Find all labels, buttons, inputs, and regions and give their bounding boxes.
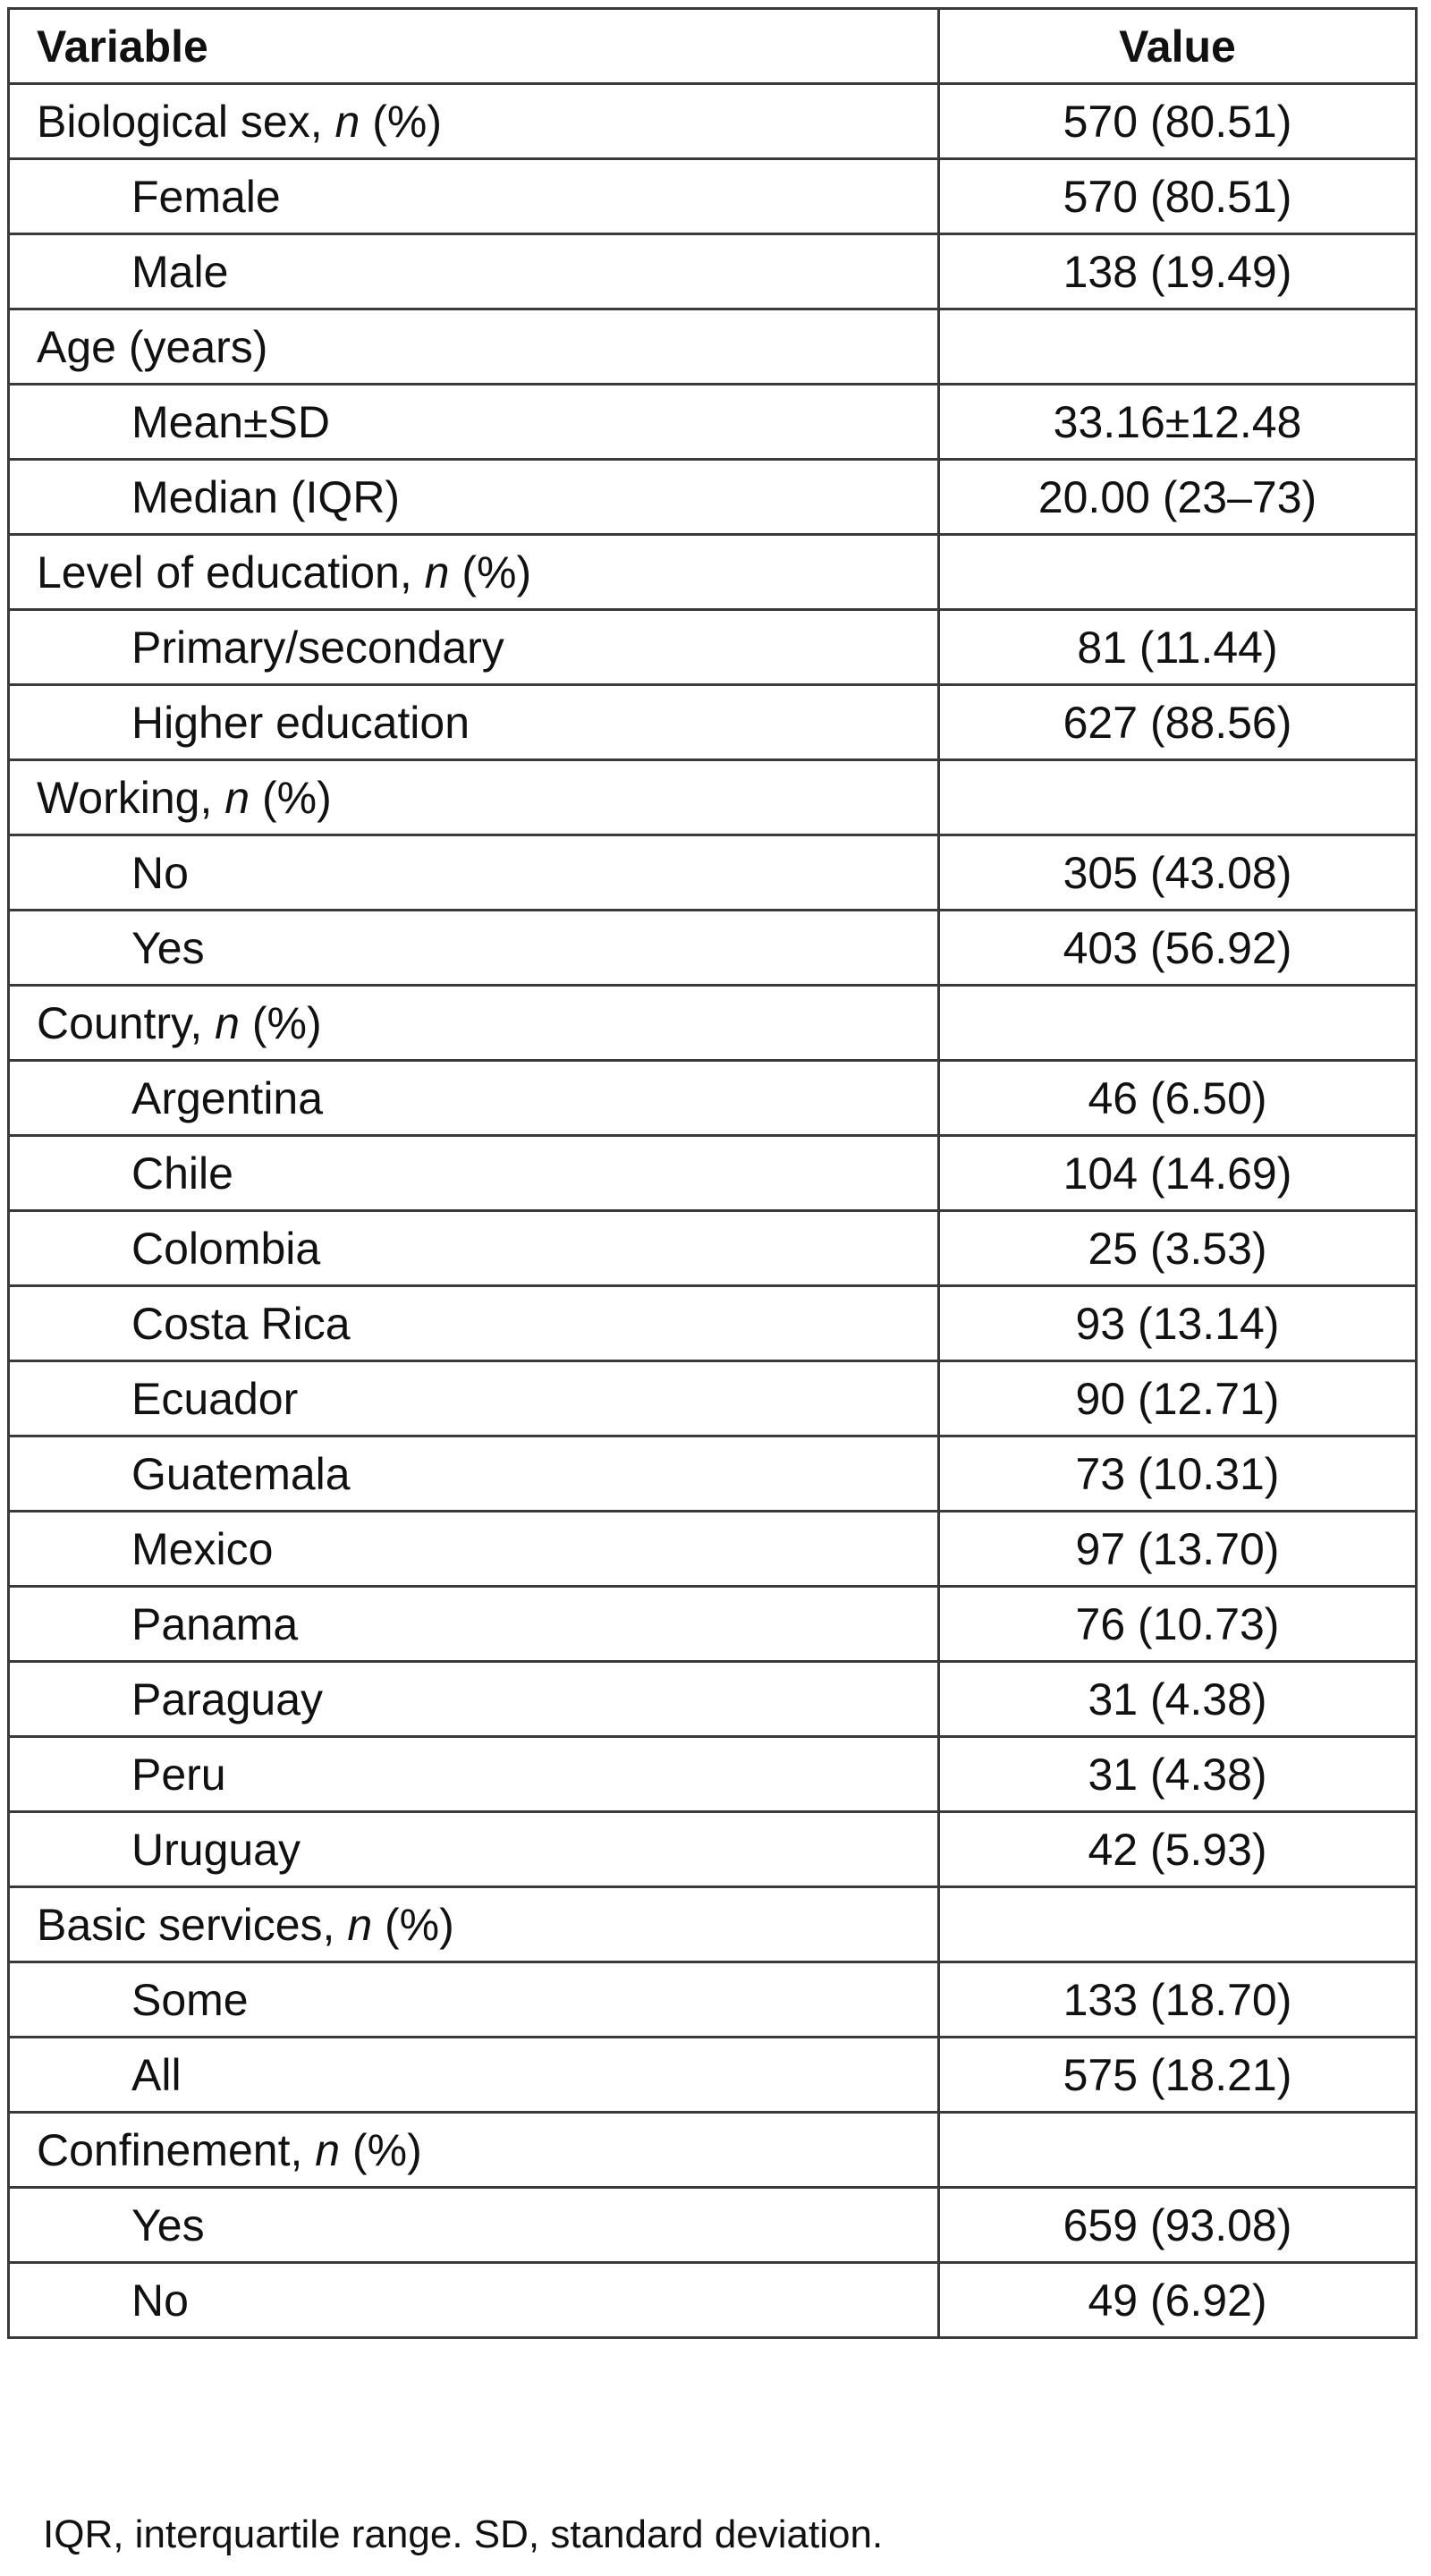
row-label-text: Confinement, xyxy=(37,2124,316,2175)
row-sublabel xyxy=(9,685,939,760)
table-footnote: IQR, interquartile range. SD, standard deviation. xyxy=(43,2512,884,2556)
row-sublabel xyxy=(9,234,939,309)
row-label xyxy=(9,535,939,610)
row-sublabel xyxy=(9,1737,939,1812)
row-value: 627 (88.56) xyxy=(939,685,1417,760)
row-label-text: No xyxy=(131,847,189,898)
row-value xyxy=(939,309,1417,385)
table-row xyxy=(9,2113,1417,2188)
row-sublabel xyxy=(9,2263,939,2338)
table-row xyxy=(9,986,1417,1061)
table-row xyxy=(9,685,1417,760)
row-sublabel xyxy=(9,1587,939,1662)
row-label-text: Working, xyxy=(37,772,225,823)
row-value: 31 (4.38) xyxy=(939,1662,1417,1737)
row-label-text: Biological sex, xyxy=(37,96,335,147)
row-label-text: Yes xyxy=(131,2199,205,2250)
row-label-suffix: (%) xyxy=(250,772,332,823)
table-row xyxy=(9,460,1417,535)
row-value xyxy=(939,760,1417,835)
row-value: 46 (6.50) xyxy=(939,1061,1417,1136)
demographics-table xyxy=(7,7,1418,2339)
row-label-italic: n xyxy=(315,2124,341,2175)
row-sublabel xyxy=(9,1436,939,1512)
row-label-text: Basic services, xyxy=(37,1899,348,1950)
row-label-text: Costa Rica xyxy=(131,1298,351,1349)
row-sublabel xyxy=(9,1361,939,1436)
row-label xyxy=(9,760,939,835)
row-sublabel xyxy=(9,2188,939,2263)
row-label-suffix: (%) xyxy=(340,2124,422,2175)
row-label-text: All xyxy=(131,2049,182,2100)
row-label-text: Country, xyxy=(37,997,216,1048)
row-label-italic: n xyxy=(424,547,450,597)
row-label-text: Chile xyxy=(131,1148,233,1199)
row-value: 25 (3.53) xyxy=(939,1211,1417,1286)
table-row xyxy=(9,159,1417,234)
table-row xyxy=(9,1061,1417,1136)
row-value: 575 (18.21) xyxy=(939,2038,1417,2113)
table-row xyxy=(9,84,1417,159)
table-row xyxy=(9,2263,1417,2338)
row-sublabel xyxy=(9,159,939,234)
row-label-suffix: (%) xyxy=(239,997,322,1048)
row-sublabel xyxy=(9,911,939,986)
row-sublabel xyxy=(9,460,939,535)
row-sublabel xyxy=(9,1211,939,1286)
row-value: 31 (4.38) xyxy=(939,1737,1417,1812)
row-value: 33.16±12.48 xyxy=(939,385,1417,460)
row-value: 104 (14.69) xyxy=(939,1136,1417,1211)
row-value: 42 (5.93) xyxy=(939,1812,1417,1887)
row-label-text: Guatemala xyxy=(131,1448,351,1499)
table-row xyxy=(9,610,1417,685)
table-row xyxy=(9,309,1417,385)
row-label-text: Uruguay xyxy=(131,1824,301,1875)
table-row xyxy=(9,1286,1417,1361)
row-value: 305 (43.08) xyxy=(939,835,1417,911)
row-sublabel xyxy=(9,2038,939,2113)
row-value xyxy=(939,2113,1417,2188)
row-value xyxy=(939,1887,1417,1962)
row-label-text: Paraguay xyxy=(131,1674,324,1724)
table-row xyxy=(9,2038,1417,2113)
table-row xyxy=(9,1887,1417,1962)
header-value: Value xyxy=(939,9,1417,84)
row-sublabel xyxy=(9,1061,939,1136)
row-label-suffix: (%) xyxy=(360,96,442,147)
row-value: 133 (18.70) xyxy=(939,1962,1417,2038)
table-body xyxy=(9,84,1417,2338)
table-row xyxy=(9,535,1417,610)
row-value: 97 (13.70) xyxy=(939,1512,1417,1587)
row-label-text: Primary/secondary xyxy=(131,622,504,673)
row-value: 570 (80.51) xyxy=(939,159,1417,234)
row-sublabel xyxy=(9,1812,939,1887)
row-value: 20.00 (23–73) xyxy=(939,460,1417,535)
table-row xyxy=(9,234,1417,309)
table-row xyxy=(9,2188,1417,2263)
row-sublabel xyxy=(9,1512,939,1587)
row-label-text: Higher education xyxy=(131,697,470,748)
row-value: 138 (19.49) xyxy=(939,234,1417,309)
row-label-text: Female xyxy=(131,171,281,222)
row-label-suffix: (%) xyxy=(372,1899,454,1950)
row-label xyxy=(9,1887,939,1962)
table-row xyxy=(9,1136,1417,1211)
row-label-text: Ecuador xyxy=(131,1373,299,1424)
row-sublabel xyxy=(9,835,939,911)
row-value: 76 (10.73) xyxy=(939,1587,1417,1662)
row-sublabel xyxy=(9,1662,939,1737)
row-label-suffix: (%) xyxy=(449,547,532,597)
row-label-text: Median (IQR) xyxy=(131,471,401,522)
row-value: 90 (12.71) xyxy=(939,1361,1417,1436)
row-label-text: Mexico xyxy=(131,1523,274,1574)
table-row xyxy=(9,1512,1417,1587)
row-label xyxy=(9,986,939,1061)
row-label-italic: n xyxy=(334,96,360,147)
table-row xyxy=(9,835,1417,911)
row-label-text: Level of education, xyxy=(37,547,425,597)
row-value: 49 (6.92) xyxy=(939,2263,1417,2338)
row-label-text: Panama xyxy=(131,1598,299,1649)
table-header-row xyxy=(9,9,1417,84)
row-sublabel xyxy=(9,1286,939,1361)
row-label-text: Some xyxy=(131,1974,249,2025)
row-value: 403 (56.92) xyxy=(939,911,1417,986)
row-label-text: No xyxy=(131,2275,189,2326)
header-variable: Variable xyxy=(9,9,939,84)
row-value xyxy=(939,986,1417,1061)
table-row xyxy=(9,911,1417,986)
row-value: 81 (11.44) xyxy=(939,610,1417,685)
row-label-italic: n xyxy=(347,1899,373,1950)
row-value: 93 (13.14) xyxy=(939,1286,1417,1361)
row-sublabel xyxy=(9,385,939,460)
row-label-italic: n xyxy=(215,997,240,1048)
row-value xyxy=(939,535,1417,610)
row-label-text: Age (years) xyxy=(37,321,268,372)
table-row xyxy=(9,1587,1417,1662)
data-table-wrapper xyxy=(7,7,1415,2339)
row-label-text: Colombia xyxy=(131,1223,321,1274)
row-label xyxy=(9,84,939,159)
table-row xyxy=(9,1361,1417,1436)
row-label-italic: n xyxy=(224,772,250,823)
row-label-text: Peru xyxy=(131,1749,226,1800)
row-label xyxy=(9,2113,939,2188)
row-label xyxy=(9,309,939,385)
table-row xyxy=(9,1737,1417,1812)
row-label-text: Mean±SD xyxy=(131,396,330,447)
row-sublabel xyxy=(9,1962,939,2038)
row-label-text: Male xyxy=(131,246,229,297)
row-value: 73 (10.31) xyxy=(939,1436,1417,1512)
row-label-text: Argentina xyxy=(131,1072,324,1123)
row-sublabel xyxy=(9,1136,939,1211)
table-row xyxy=(9,1662,1417,1737)
table-row xyxy=(9,1436,1417,1512)
row-sublabel xyxy=(9,610,939,685)
table-row xyxy=(9,760,1417,835)
table-row xyxy=(9,1812,1417,1887)
table-row xyxy=(9,1211,1417,1286)
row-value: 659 (93.08) xyxy=(939,2188,1417,2263)
row-label-text: Yes xyxy=(131,922,205,973)
table-row xyxy=(9,385,1417,460)
row-value: 570 (80.51) xyxy=(939,84,1417,159)
table-row xyxy=(9,1962,1417,2038)
